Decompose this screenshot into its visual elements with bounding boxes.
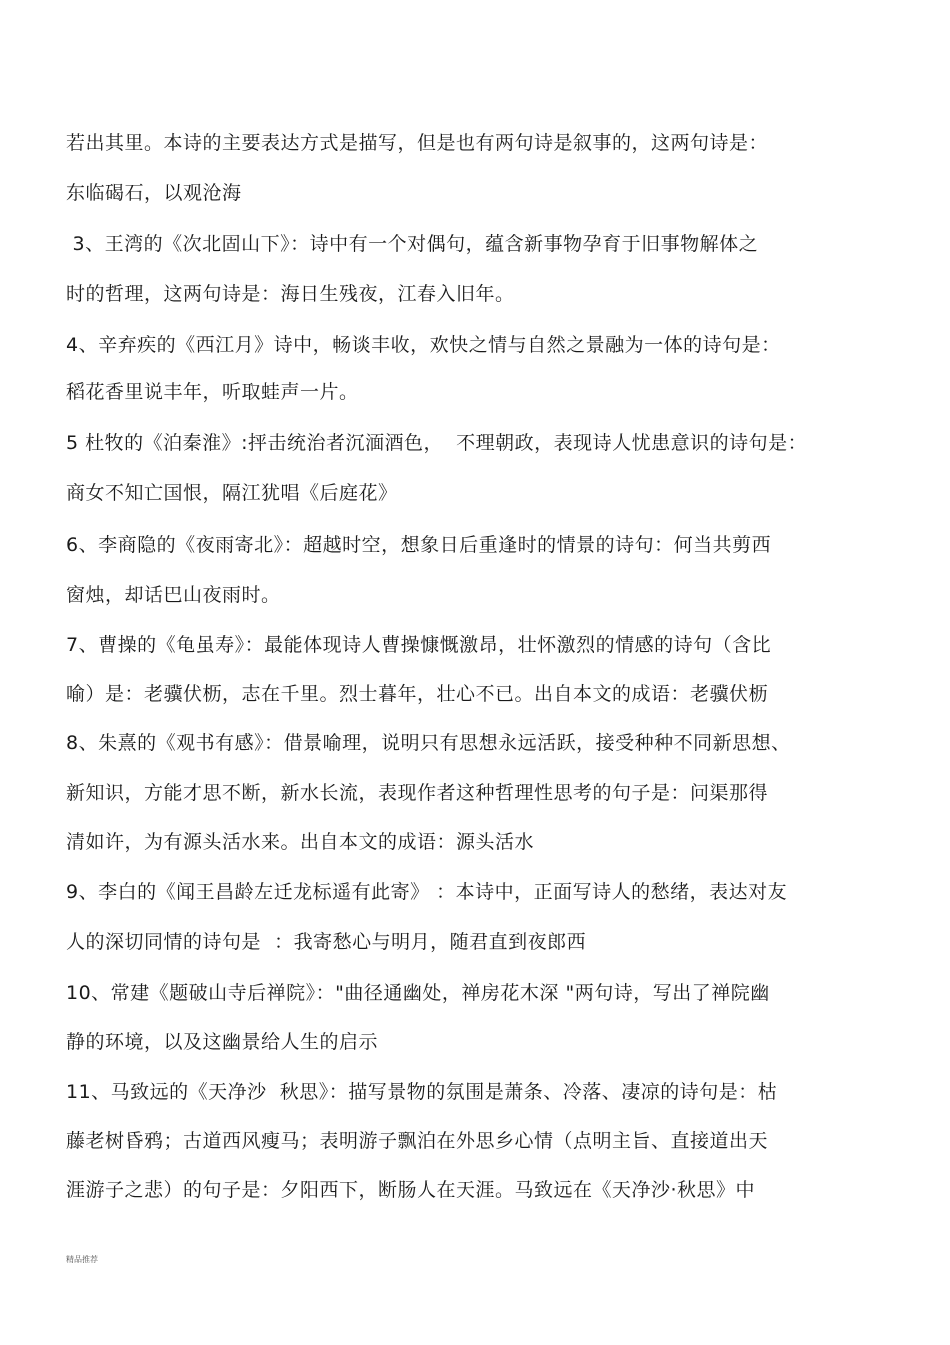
text-line: 若出其里。本诗的主要表达方式是描写，但是也有两句诗是叙事的，这两句诗是： [66, 132, 769, 154]
text-line: 10、常建《题破山寺后禅院》："曲径通幽处，禅房花木深 "两句诗，写出了禅院幽 [66, 982, 770, 1004]
text-line: 窗烛，却话巴山夜雨时。 [66, 584, 281, 606]
text-line: 时的哲理，这两句诗是：海日生残夜，江春入旧年。 [66, 283, 515, 305]
text-line: 商女不知亡国恨，隔江犹唱《后庭花》 [66, 482, 398, 504]
text-line: 涯游子之悲）的句子是：夕阳西下，断肠人在天涯。马致远在《天净沙·秋思》中 [66, 1179, 756, 1201]
text-line: 喻）是：老骥伏枥，志在千里。烈士暮年，壮心不已。出自本文的成语：老骥伏枥 [66, 683, 769, 705]
text-line: 4、辛弃疾的《西江月》诗中，畅谈丰收，欢快之情与自然之景融为一体的诗句是： [66, 334, 781, 356]
text-line: 东临碣石，以观沧海 [66, 182, 242, 204]
text-line: 8、朱熹的《观书有感》：借景喻理，说明只有思想永远活跃，接受种种不同新思想、 [66, 732, 791, 754]
text-line: 5 杜牧的《泊秦淮》:抨击统治者沉湎酒色， 不理朝政，表现诗人忧患意识的诗句是： [66, 432, 808, 454]
text-line: 藤老树昏鸦；古道西风瘦马；表明游子飘泊在外思乡心情（点明主旨、直接道出天 [66, 1130, 769, 1152]
text-line: 11、马致远的《天净沙 秋思》：描写景物的氛围是萧条、冷落、凄凉的诗句是：枯 [66, 1081, 778, 1103]
text-line: 人的深切同情的诗句是 ：我寄愁心与明月，随君直到夜郎西 [66, 931, 587, 953]
text-line: 稻花香里说丰年，听取蛙声一片。 [66, 381, 359, 403]
text-line: 3、王湾的《次北固山下》：诗中有一个对偶句，蕴含新事物孕育于旧事物解体之 [66, 233, 759, 255]
text-line: 清如许，为有源头活水来。出自本文的成语：源头活水 [66, 831, 535, 853]
page-footer: 精品推荐 [66, 1255, 98, 1264]
text-line: 7、曹操的《龟虽寿》：最能体现诗人曹操慷慨激昂，壮怀激烈的情感的诗句（含比 [66, 634, 772, 656]
text-line: 9、李白的《闻王昌龄左迁龙标遥有此寄》 ：本诗中，正面写诗人的愁绪，表达对友 [66, 881, 788, 903]
text-line: 6、李商隐的《夜雨寄北》：超越时空，想象日后重逢时的情景的诗句：何当共剪西 [66, 534, 772, 556]
text-line: 静的环境，以及这幽景给人生的启示 [66, 1031, 379, 1053]
text-line: 新知识，方能才思不断，新水长流，表现作者这种哲理性思考的句子是：问渠那得 [66, 782, 769, 804]
